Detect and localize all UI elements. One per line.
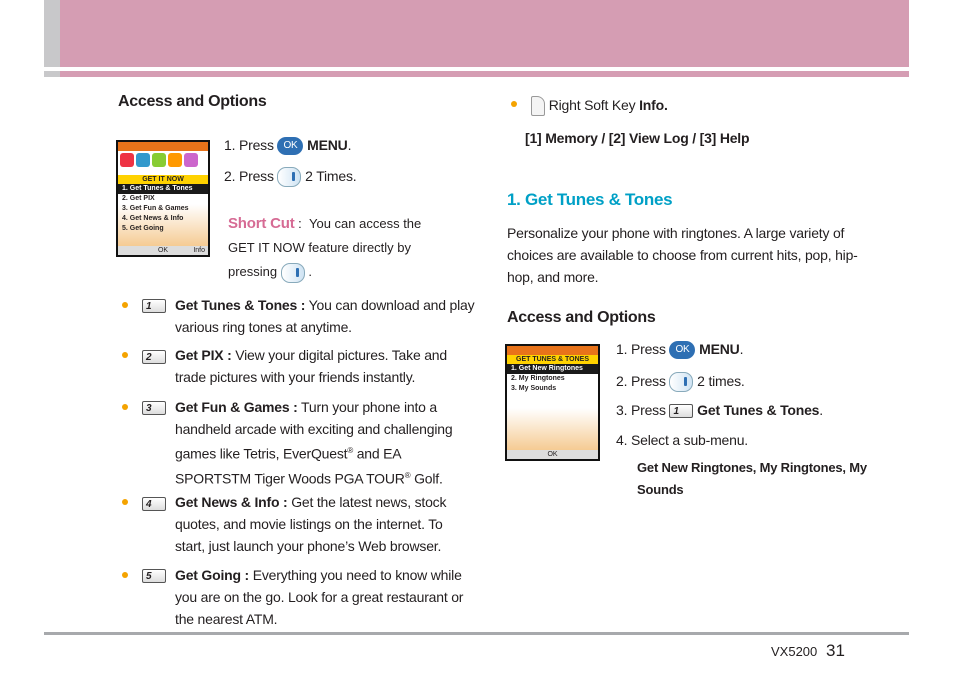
ok-key-icon: OK bbox=[277, 137, 303, 155]
ok-key-icon: OK bbox=[669, 341, 695, 359]
bullet-text: View your digital pictures. Take and bbox=[231, 347, 447, 363]
bullet-get-tunes bbox=[175, 294, 475, 338]
section-intro bbox=[507, 222, 887, 288]
footer-rule bbox=[44, 632, 909, 635]
phone-softkeys bbox=[507, 450, 598, 459]
intro-line: Personalize your phone with ringtones. A large variety of bbox=[507, 225, 845, 241]
bullet-text: quotes, and movie listings on the internet. To bbox=[175, 516, 443, 532]
phone-title: GET IT NOW bbox=[118, 175, 208, 184]
step-number: 3. Press bbox=[616, 402, 666, 418]
submenu-line: Get New Ringtones, My Ringtones, My bbox=[637, 460, 867, 475]
shortcut-line: GET IT NOW feature directly by bbox=[228, 240, 412, 255]
bullet-dot bbox=[122, 499, 128, 505]
phone-menu-item: 2. My Ringtones bbox=[511, 375, 565, 382]
header-rule-gray bbox=[44, 71, 60, 77]
right-heading: Access and Options bbox=[507, 309, 656, 326]
header-rule-pink bbox=[60, 71, 909, 77]
shortcut-colon: : bbox=[294, 216, 302, 231]
shortcut-line: pressing bbox=[228, 264, 278, 279]
shortcut-line: You can access the bbox=[309, 216, 422, 231]
softkey-text: Right Soft Key bbox=[548, 97, 640, 113]
step-target: 2 times. bbox=[697, 373, 745, 389]
registered-mark: ® bbox=[404, 470, 411, 480]
bullet-get-news bbox=[175, 491, 475, 557]
bullet-title: Get Tunes & Tones : bbox=[175, 297, 306, 313]
bullet-text: Everything you need to know while bbox=[249, 567, 462, 583]
step-target: 2 Times. bbox=[305, 168, 357, 184]
bullet-text: SPORTSTM Tiger Woods PGA TOUR bbox=[175, 470, 405, 487]
nav-key-right-icon bbox=[277, 167, 301, 187]
phone-menu-item: 1. Get Tunes & Tones bbox=[118, 184, 208, 194]
intro-line: choices are available to choose from current hits, pop, hip- bbox=[507, 247, 858, 263]
header-gray-block bbox=[44, 0, 60, 67]
phone-screen-get-tunes bbox=[505, 344, 600, 461]
key-2-icon: 2 bbox=[142, 350, 166, 364]
left-heading: Access and Options bbox=[118, 93, 267, 110]
phone-soft-info: Info bbox=[193, 247, 205, 254]
bullet-text: You can download and play bbox=[305, 297, 475, 313]
bullet-get-pix bbox=[175, 344, 475, 388]
step-target: MENU bbox=[699, 341, 740, 357]
submenu-list bbox=[637, 457, 867, 501]
key-1-icon: 1 bbox=[142, 299, 166, 313]
phone-soft-ok: OK bbox=[547, 451, 558, 458]
bullet-dot bbox=[122, 352, 128, 358]
bullet-title: Get Going : bbox=[175, 567, 250, 583]
phone-softkeys bbox=[118, 246, 208, 255]
right-step-1 bbox=[616, 338, 743, 360]
step-number: 2. Press bbox=[224, 168, 274, 184]
phone-menu-item: 3. Get Fun & Games bbox=[122, 205, 189, 212]
bullet-get-fun bbox=[175, 396, 475, 489]
page-number: 31 bbox=[826, 641, 845, 660]
bullet-dot bbox=[511, 101, 517, 107]
games-icon bbox=[152, 153, 166, 167]
bullet-title: Get News & Info : bbox=[175, 494, 288, 510]
key-5-icon: 5 bbox=[142, 569, 166, 583]
bullet-text: and EA bbox=[353, 445, 402, 462]
bullet-text: Turn your phone into a bbox=[297, 399, 438, 415]
key-1-icon: 1 bbox=[669, 404, 693, 418]
section-title: 1. Get Tunes & Tones bbox=[507, 190, 673, 209]
step-number: 2. Press bbox=[616, 373, 666, 389]
bullet-text: games like Tetris, EverQuest bbox=[175, 445, 348, 462]
right-step-3 bbox=[616, 399, 823, 421]
shortcut-note bbox=[228, 212, 478, 284]
softkey-line bbox=[531, 94, 668, 116]
bullet-dot bbox=[122, 572, 128, 578]
left-step-2 bbox=[224, 165, 356, 187]
step-number: 1. Press bbox=[224, 137, 274, 153]
bullet-text: handheld arcade with exciting and challenging bbox=[175, 421, 453, 437]
bullet-get-going bbox=[175, 564, 475, 630]
submenu-line: Sounds bbox=[637, 482, 684, 497]
bullet-text: trade pictures with your friends instantly. bbox=[175, 369, 416, 385]
right-soft-key-icon bbox=[531, 96, 545, 116]
bullet-text: start, just launch your phone’s Web browser. bbox=[175, 538, 442, 554]
bullet-title: Get PIX : bbox=[175, 347, 232, 363]
footer-model: VX5200 bbox=[771, 644, 818, 659]
key-4-icon: 4 bbox=[142, 497, 166, 511]
key-3-icon: 3 bbox=[142, 401, 166, 415]
news-icon bbox=[168, 153, 182, 167]
phone-menu-item: 5. Get Going bbox=[122, 225, 164, 232]
camera-icon bbox=[136, 153, 150, 167]
bullet-text: various ring tones at anytime. bbox=[175, 319, 352, 335]
nav-key-right-icon bbox=[281, 263, 305, 283]
intro-line: hop, and more. bbox=[507, 269, 599, 285]
bullet-text: the nearest ATM. bbox=[175, 611, 278, 627]
music-icon bbox=[120, 153, 134, 167]
phone-menu-item: 1. Get New Ringtones bbox=[507, 364, 598, 374]
step-target: MENU bbox=[307, 137, 348, 153]
step-tail: . bbox=[819, 402, 823, 418]
left-step-1 bbox=[224, 134, 351, 156]
phone-menu-item: 2. Get PIX bbox=[122, 195, 155, 202]
shortcut-end: . bbox=[308, 264, 313, 279]
phone-status-bar bbox=[118, 142, 208, 151]
right-step-2 bbox=[616, 370, 745, 392]
shortcut-label: Short Cut bbox=[228, 215, 295, 232]
submenu-options: [1] Memory / [2] View Log / [3] Help bbox=[525, 130, 750, 146]
bullet-title: Get Fun & Games : bbox=[175, 399, 298, 415]
bullet-text: you are on the go. Look for a great restaurant or bbox=[175, 589, 464, 605]
nav-key-right-icon bbox=[669, 372, 693, 392]
bullet-dot bbox=[122, 302, 128, 308]
going-icon bbox=[184, 153, 198, 167]
phone-status-bar bbox=[507, 346, 598, 355]
phone-soft-ok: OK bbox=[157, 247, 169, 254]
phone-icon-row bbox=[118, 151, 208, 175]
step-tail: . bbox=[347, 137, 352, 153]
phone-title: GET TUNES & TONES bbox=[507, 355, 598, 364]
phone-menu-item: 4. Get News & Info bbox=[122, 215, 184, 222]
step-number: 1. Press bbox=[616, 341, 666, 357]
phone-menu-item: 3. My Sounds bbox=[511, 385, 557, 392]
phone-screen-get-it-now bbox=[116, 140, 210, 257]
bullet-text: Get the latest news, stock bbox=[287, 494, 447, 510]
right-step-4: 4. Select a sub-menu. bbox=[616, 432, 748, 448]
header-pink-banner bbox=[60, 0, 909, 67]
softkey-info: Info. bbox=[639, 97, 668, 113]
bullet-text: Golf. bbox=[410, 470, 443, 487]
step-target: Get Tunes & Tones bbox=[697, 402, 820, 418]
step-tail: . bbox=[739, 341, 744, 357]
registered-mark: ® bbox=[347, 446, 354, 455]
bullet-dot bbox=[122, 404, 128, 410]
